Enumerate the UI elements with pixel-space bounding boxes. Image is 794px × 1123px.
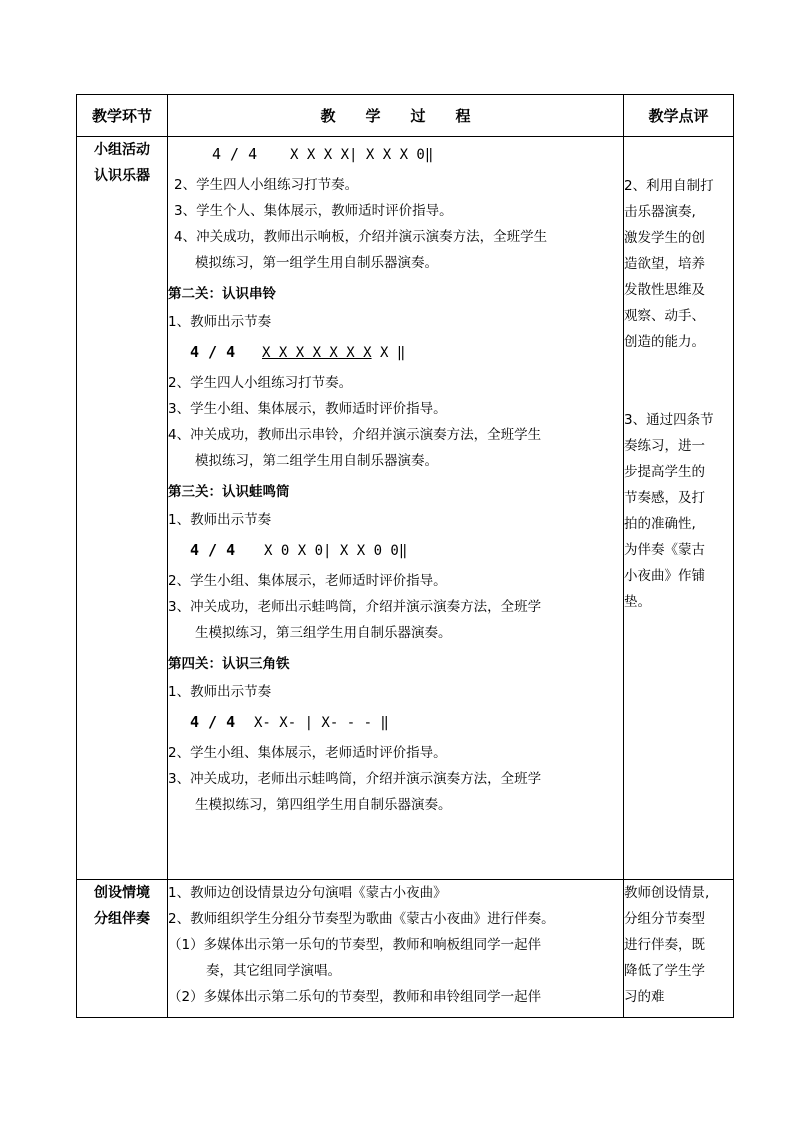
list-item: 1、教师出示节奏 bbox=[168, 684, 272, 700]
comment-line: 造欲望，培养 bbox=[624, 256, 705, 272]
table-row bbox=[77, 880, 734, 1018]
list-item: 模拟练习，第二组学生用自制乐器演奏。 bbox=[195, 453, 438, 469]
list-item: 奏，其它组同学演唱。 bbox=[206, 963, 341, 979]
list-item: 1、教师出示节奏 bbox=[168, 314, 272, 330]
list-item: 2、学生小组、集体展示，老师适时评价指导。 bbox=[168, 745, 447, 761]
list-item: 生模拟练习，第三组学生用自制乐器演奏。 bbox=[195, 625, 452, 641]
list-item: 模拟练习，第一组学生用自制乐器演奏。 bbox=[195, 255, 438, 271]
lesson-table bbox=[76, 94, 734, 1018]
list-item: 4、冲关成功，教师出示响板，介绍并演示演奏方法，全班学生 bbox=[174, 229, 548, 245]
comment-line: 习的难 bbox=[624, 989, 665, 1005]
comment-line: 击乐器演奏, bbox=[624, 204, 696, 220]
header-stage: 教学环节 bbox=[77, 95, 168, 137]
stage-cell bbox=[77, 137, 168, 880]
header-process: 教学过程 bbox=[168, 95, 624, 137]
comment-line: 为伴奏《蒙古 bbox=[624, 542, 705, 558]
comment-line: 3、通过四条节 bbox=[624, 412, 714, 428]
process-cell bbox=[168, 137, 624, 880]
comment-line: 小夜曲》作铺 bbox=[624, 568, 705, 584]
list-item: 3、学生个人、集体展示，教师适时评价指导。 bbox=[174, 203, 453, 219]
rhythm-line-2: 4 / 4 X X X X X X X X ‖ bbox=[190, 343, 406, 361]
list-item: 3、学生小组、集体展示，教师适时评价指导。 bbox=[168, 401, 447, 417]
section-heading: 第三关：认识蛙鸣筒 bbox=[168, 484, 290, 500]
comment-line: 步提高学生的 bbox=[624, 464, 705, 480]
rhythm-line-4: 4 / 4 X- X- | X- - - ‖ bbox=[190, 713, 389, 731]
list-item: 2、教师组织学生分组分节奏型为歌曲《蒙古小夜曲》进行伴奏。 bbox=[168, 911, 555, 927]
stage-label: 分组伴奏 bbox=[94, 911, 150, 927]
list-item: 3、冲关成功，老师出示蛙鸣筒，介绍并演示演奏方法，全班学 bbox=[168, 599, 542, 615]
comment-line: 垫。 bbox=[624, 594, 651, 610]
list-item: 2、学生四人小组练习打节奏。 bbox=[174, 177, 359, 193]
table-row bbox=[77, 137, 734, 880]
comment-cell bbox=[624, 880, 734, 1018]
list-item: （2）多媒体出示第二乐句的节奏型，教师和串铃组同学一起伴 bbox=[168, 989, 542, 1005]
table-header-row bbox=[77, 95, 734, 137]
section-heading: 第四关：认识三角铁 bbox=[168, 656, 290, 672]
comment-line: 激发学生的创 bbox=[624, 230, 705, 246]
list-item: 2、学生小组、集体展示，老师适时评价指导。 bbox=[168, 573, 447, 589]
stage-label: 小组活动 bbox=[94, 142, 150, 158]
comment-line: 降低了学生学 bbox=[624, 963, 705, 979]
comment-line: 奏练习，进一 bbox=[624, 438, 705, 454]
rhythm-line-3: 4 / 4 X 0 X 0| X X 0 0‖ bbox=[190, 541, 408, 559]
comment-line: 创造的能力。 bbox=[624, 334, 705, 350]
list-item: 2、学生四人小组练习打节奏。 bbox=[168, 375, 353, 391]
list-item: 生模拟练习，第四组学生用自制乐器演奏。 bbox=[195, 797, 452, 813]
comment-line: 节奏感，及打 bbox=[624, 490, 705, 506]
stage-label: 认识乐器 bbox=[94, 168, 150, 184]
section-heading: 第二关：认识串铃 bbox=[168, 286, 276, 302]
list-item: 1、教师边创设情景边分句演唱《蒙古小夜曲》 bbox=[168, 885, 447, 901]
comment-line: 发散性思维及 bbox=[624, 282, 705, 298]
comment-cell bbox=[624, 137, 734, 880]
comment-line: 拍的准确性, bbox=[624, 516, 696, 532]
comment-line: 2、利用自制打 bbox=[624, 178, 714, 194]
comment-line: 教师创设情景, bbox=[624, 885, 710, 901]
comment-line: 观察、动手、 bbox=[624, 308, 705, 324]
list-item: 4、冲关成功，教师出示串铃，介绍并演示演奏方法，全班学生 bbox=[168, 427, 542, 443]
list-item: （1）多媒体出示第一乐句的节奏型，教师和响板组同学一起伴 bbox=[168, 937, 542, 953]
comment-line: 进行伴奏，既 bbox=[624, 937, 705, 953]
list-item: 1、教师出示节奏 bbox=[168, 512, 272, 528]
stage-label: 创设情境 bbox=[94, 885, 150, 901]
list-item: 3、冲关成功，老师出示蛙鸣筒，介绍并演示演奏方法，全班学 bbox=[168, 771, 542, 787]
stage-cell bbox=[77, 880, 168, 1018]
header-comment: 教学点评 bbox=[624, 95, 734, 137]
process-cell bbox=[168, 880, 624, 1018]
comment-line: 分组分节奏型 bbox=[624, 911, 705, 927]
rhythm-line-1: 4 / 4 X X X X| X X X 0‖ bbox=[212, 145, 434, 163]
